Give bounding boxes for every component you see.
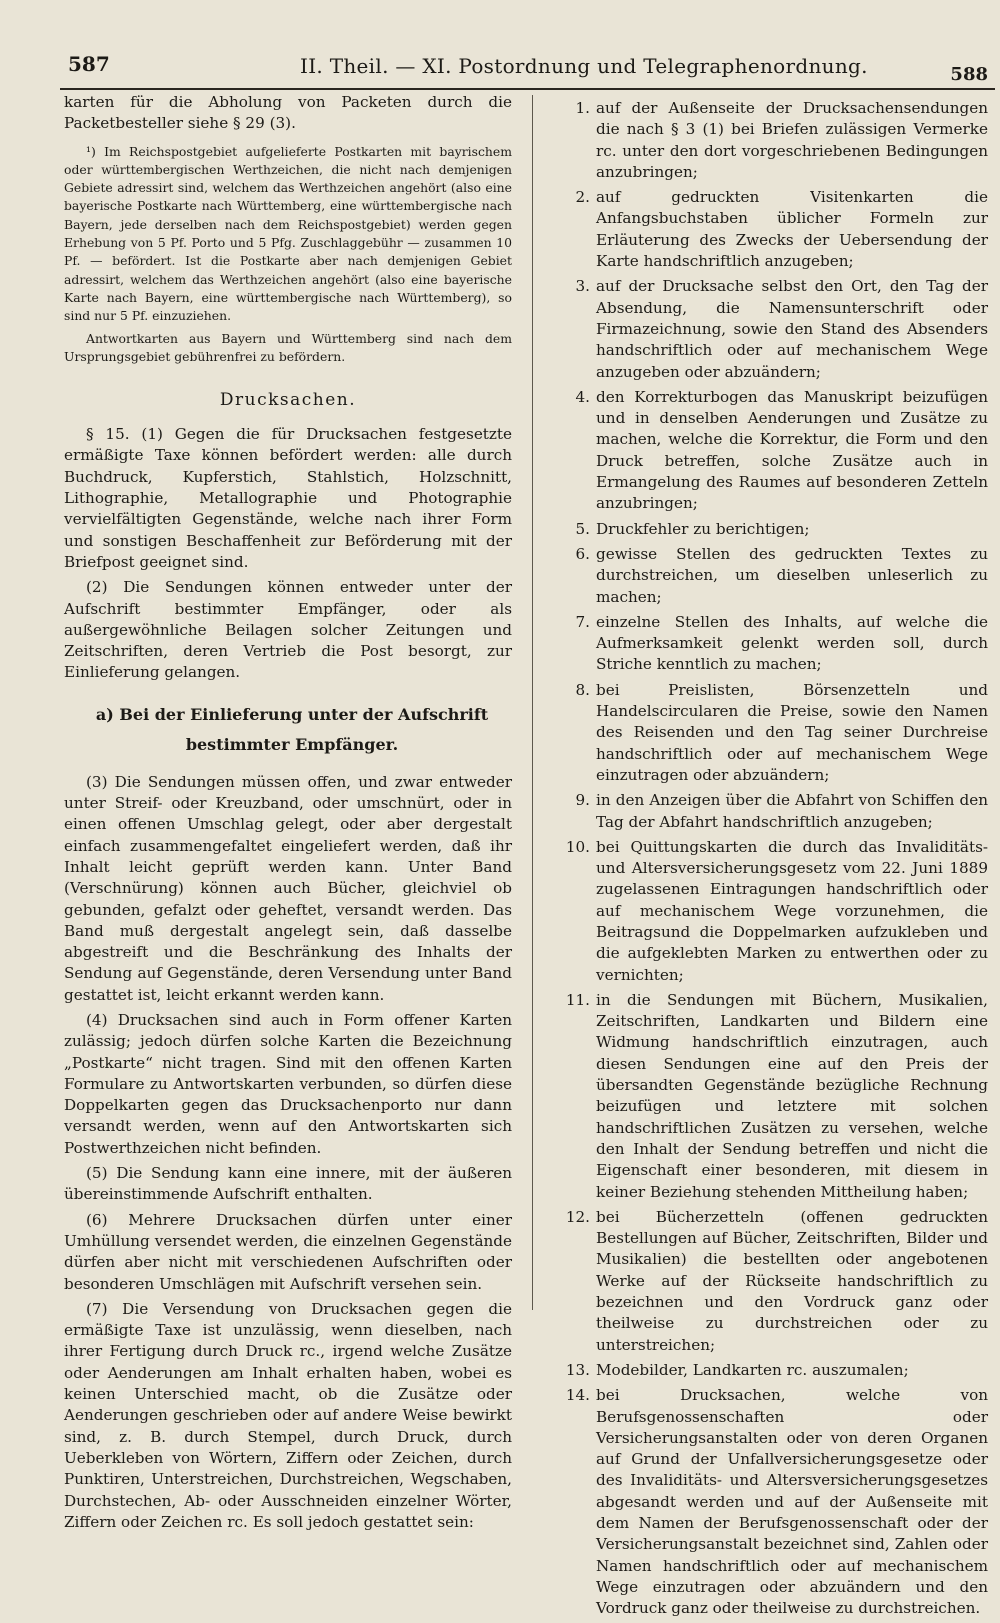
page-number-right: 588: [950, 64, 988, 85]
list-item-text: einzelne Stellen des Inhalts, auf welche die Aufmerksamkeit gelenkt werden soll, durch Striche kenntlich zu machen;: [596, 612, 988, 674]
list-item-number: 14.: [565, 1386, 590, 1405]
right-column: [548, 98, 988, 1623]
list-item: [548, 519, 988, 540]
paragraph-3: (3) Die Sendungen müssen offen, und zwar entweder unter Streif- oder Kreuzband, oder umschnürt, oder in einen offenen Umschlag gelegt, oder aber dergestalt einfach zusammengefaltet eingeliefert werden, daß ihr Inhalt leicht geprüft werden kann. Unter Band (Verschnürung) können auch Bücher, gleichviel ob gebunden, gefalzt oder geheftet, versandt werden. Das Band muß dergestalt angelegt sein, daß dasselbe abgestreift und die Beschränkung des Inhalts der Sendung auf Gegenstände, deren Versendung unter Band gestattet ist, leicht erkannt werden kann.: [64, 772, 512, 1004]
left-column: [64, 92, 512, 1533]
list-item-number: 9.: [575, 791, 590, 810]
list-item-number: 10.: [565, 837, 590, 856]
column-divider: [532, 95, 533, 1310]
list-item: [548, 990, 988, 1203]
footnote-1: ¹) Im Reichspostgebiet aufgelieferte Postkarten mit bayrischem oder württembergischen Werthzeichen, die nicht nach demjenigen Gebiete adressirt sind, welchem das Werthzeichen angehört (also eine bayerische Postkarte nach Württemberg, eine württembergische nach Bayern, jede derselben nach dem Reichspostgebiet) werden gegen Erhebung von 5 Pf. Porto und 5 Pfg. Zuschlaggebühr — zusammen 10 Pf. — befördert. Ist die Postkarte aber nach demjenigen Gebiet adressirt, welchem das Werthzeichen angehört (also eine bayerische Karte nach Bayern, eine württembergische nach Württemberg), so sind nur 5 Pf. einzuziehen.: [64, 143, 512, 324]
list-item: [548, 1360, 988, 1381]
header-rule: [60, 88, 995, 90]
page-number-left: 587: [68, 52, 110, 76]
list-item-number: 2.: [575, 188, 590, 207]
list-item-text: bei Quittungskarten die durch das Invaliditäts- und Altersversicherungsgesetz vom 22. Juni 1889 zugelassenen Eintragungen handschriftlich oder auf mechanischem Wege vorzunehmen, die Beitragsund die Doppelmarken aufzukleben und die aufgeklebten Marken zu entwerthen oder zu vernichten;: [596, 837, 988, 984]
list-item: [548, 680, 988, 786]
list-item: [548, 276, 988, 382]
list-item-number: 7.: [575, 612, 590, 631]
list-item-text: bei Drucksachen, welche von Berufsgenossenschaften oder Versicherungsanstalten oder von deren Organen auf Grund der Unfallversicherungsgesetze oder des Invaliditäts- und Altersversicherungsgesetzes abgesandt werden und auf der Außenseite mit dem Namen der Berufsgenossenschaft oder der Versicherungsanstalt bezeichnet sind, Zahlen oder Namen handschriftlich oder auf mechanischem Wege einzutragen oder abzuändern und den Vordruck ganz oder theilweise zu durchstreichen.: [596, 1386, 988, 1618]
footnote-2: Antwortkarten aus Bayern und Württemberg sind nach dem Ursprungsgebiet gebührenfrei zu befördern.: [64, 330, 512, 364]
list-item-text: auf der Außenseite der Drucksachensendungen die nach § 3 (1) bei Briefen zulässigen Vermerke rc. unter den dort vorgeschriebenen Bedingungen anzubringen;: [596, 99, 988, 181]
intro-paragraph: karten für die Abholung von Packeten durch die Packetbesteller siehe § 29 (3).: [64, 93, 512, 133]
list-item-text: bei Bücherzetteln (offenen gedruckten Bestellungen auf Bücher, Zeitschriften, Bilder und Musikalien) die bestellten oder angebotenen Werke auf der Rückseite handschriftlich zu bezeichnen und den Vordruck ganz oder theilweise zu durchstreichen oder zu unterstreichen;: [596, 1207, 988, 1354]
list-item-number: 13.: [565, 1360, 590, 1379]
list-item: [548, 387, 988, 515]
list-item-number: 1.: [575, 99, 590, 117]
running-header: [0, 52, 1000, 92]
paragraph-5: (5) Die Sendung kann eine innere, mit der äußeren übereinstimmende Aufschrift enthalten.: [64, 1164, 512, 1204]
list-item-text: in die Sendungen mit Büchern, Musikalien, Zeitschriften, Landkarten und Bildern eine Widmung handschriftlich einzutragen, auch diesen Sendungen eine auf den Preis der übersandten Gegenstände bezügliche Rechnung beizufügen und letztere mit solchen handschriftlichen Zusätzen zu versehen, welche den Inhalt der Sendung betreffen und nicht die Eigenschaft einer besonderen, mit diesem in keiner Beziehung stehenden Mittheilung haben;: [596, 990, 988, 1201]
list-item-number: 3.: [575, 277, 590, 296]
section-heading: Drucksachen.: [219, 390, 357, 411]
list-item: [548, 98, 988, 183]
list-item-number: 4.: [575, 387, 590, 406]
list-item-number: 8.: [575, 680, 590, 699]
list-item-text: bei Preislisten, Börsenzetteln und Handelscircularen die Preise, sowie den Namen des Reisenden und den Tag seiner Durchreise handschriftlich oder auf mechanischem Wege einzutragen oder abzuändern;: [596, 680, 988, 784]
paragraph-4: (4) Drucksachen sind auch in Form offener Karten zulässig; jedoch dürfen solche Karten die Bezeichnung „Postkarte“ nicht tragen. Sind mit den offenen Karten Formulare zu Antwortskarten verbunden, so dürfen diese Doppelkarten gegen das Drucksachenporto nur dann versandt werden, wenn auf den Antwortskarten sich Postwerthzeichen nicht befinden.: [64, 1010, 512, 1157]
running-title: II. Theil. — XI. Postordnung und Telegraphenordnung.: [300, 54, 868, 78]
list-item-number: 6.: [575, 544, 590, 563]
paragraph-15-1: § 15. (1) Gegen die für Drucksachen festgesetzte ermäßigte Taxe können befördert werden: alle durch Buchdruck, Kupferstich, Stahlstich, Holzschnitt, Lithographie, Metallographie und Photographie vervielfältigten Gegenstände, welche nach ihrer Form und sonstigen Beschaffenheit zur Beförderung mit der Briefpost geeignet sind.: [64, 425, 512, 571]
list-item: [548, 790, 988, 833]
paragraph-7: (7) Die Versendung von Drucksachen gegen die ermäßigte Taxe ist unzulässig, wenn dieselben, nach ihrer Fertigung durch Druck rc., irgend welche Zusätze oder Aenderungen am Inhalt erhalten haben, wobei es keinen Unterschied macht, ob die Zusätze oder Aenderungen geschrieben oder auf andere Weise bewirkt sind, z. B. durch Stempel, durch Druck, durch Ueberkleben von Wörtern, Ziffern oder Zeichen, durch Punktiren, Unterstreichen, Durchstreichen, Wegschaben, Durchstechen, Ab- oder Ausschneiden einzelner Wörter, Ziffern oder Zeichen rc. Es soll jedoch gestattet sein:: [64, 1299, 512, 1531]
list-item: [548, 612, 988, 676]
sub-heading-label: a): [95, 704, 114, 724]
list-item: [548, 1207, 988, 1356]
list-item: [548, 544, 988, 608]
list-item: [548, 1385, 988, 1619]
list-item-number: 11.: [565, 990, 590, 1009]
list-item-text: Modebilder, Landkarten rc. auszumalen;: [596, 1360, 909, 1379]
list-item: [548, 187, 988, 272]
list-item-text: den Korrekturbogen das Manuskript beizufügen und in denselben Aenderungen und Zusätze zu machen, welche die Korrektur, die Form und den Druck betreffen, solche Zusätze auch in Ermangelung des Raumes auf besonderen Zetteln anzubringen;: [596, 387, 988, 513]
sub-heading: [64, 700, 512, 760]
sub-heading-text: Bei der Einlieferung unter der Aufschrift bestimmter Empfänger.: [119, 704, 489, 754]
list-item-number: 5.: [575, 519, 590, 538]
list-item-number: 12.: [565, 1207, 590, 1226]
paragraph-2: (2) Die Sendungen können entweder unter der Aufschrift bestimmter Empfänger, oder als außergewöhnliche Beilagen solcher Zeitungen und Zeitschriften, deren Vertrieb die Post besorgt, zur Einlieferung gelangen.: [64, 578, 512, 682]
list-item-text: gewisse Stellen des gedruckten Textes zu durchstreichen, um dieselben unleserlich zu machen;: [596, 544, 988, 606]
list-item-text: auf gedruckten Visitenkarten die Anfangsbuchstaben üblicher Formeln zur Erläuterung des Zwecks der Uebersendung der Karte handschriftlich anzugeben;: [596, 188, 988, 271]
paragraph-6: (6) Mehrere Drucksachen dürfen unter einer Umhüllung versendet werden, die einzelnen Gegenstände dürfen aber nicht mit verschiedenen Aufschriften oder besonderen Umschlägen mit Aufschrift versehen sein.: [64, 1210, 512, 1293]
list-item-text: auf der Drucksache selbst den Ort, den Tag der Absendung, die Namensunterschrift oder Firmazeichnung, sowie den Stand des Absenders handschriftlich oder auf mechanischem Wege anzugeben oder abzuändern;: [596, 277, 988, 381]
list-item-text: Druckfehler zu berichtigen;: [596, 519, 810, 538]
list-item: [548, 837, 988, 986]
list-item-text: in den Anzeigen über die Abfahrt von Schiffen den Tag der Abfahrt handschriftlich anzugeben;: [596, 791, 988, 831]
